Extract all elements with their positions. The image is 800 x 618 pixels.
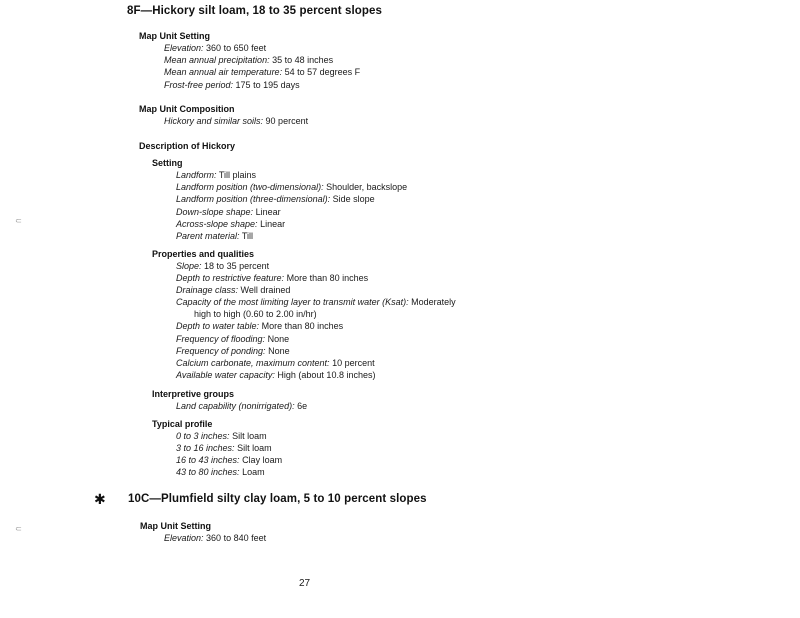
- profile-line: 0 to 3 inches: Silt loam: [176, 431, 267, 441]
- property-line: Capacity of the most limiting layer to transmit water (Ksat): Moderately: [176, 297, 456, 307]
- profile-line: 16 to 43 inches: Clay loam: [176, 455, 283, 465]
- property-line: Drainage class: Well drained: [176, 285, 291, 295]
- interpretive-line: Land capability (nonirrigated): 6e: [176, 401, 308, 411]
- profile-line: 43 to 80 inches: Loam: [176, 467, 265, 477]
- page-number: 27: [299, 578, 311, 589]
- asterisk-marker: ✱: [94, 492, 106, 508]
- property-line-continuation: high to high (0.60 to 2.00 in/hr): [194, 309, 317, 319]
- margin-scan-mark: ⸦: [14, 525, 24, 535]
- composition-line: Hickory and similar soils: 90 percent: [164, 116, 309, 126]
- margin-scan-mark: ⸦: [14, 217, 24, 227]
- map-unit-title: 8F—Hickory silt loam, 18 to 35 percent slopes: [127, 5, 383, 17]
- section-heading: Map Unit Setting: [140, 521, 211, 531]
- property-line: Depth to water table: More than 80 inches: [176, 321, 344, 331]
- setting-line: Mean annual precipitation: 35 to 48 inches: [164, 55, 334, 65]
- section-heading: Description of Hickory: [139, 141, 236, 151]
- map-unit-title: 10C—Plumfield silty clay loam, 5 to 10 percent slopes: [128, 493, 427, 505]
- setting-line: Mean annual air temperature: 54 to 57 degrees F: [164, 67, 361, 77]
- property-line: Available water capacity: High (about 10.8 inches): [176, 370, 376, 380]
- profile-line: 3 to 16 inches: Silt loam: [176, 443, 272, 453]
- subsection-heading: Interpretive groups: [152, 389, 235, 399]
- setting-line: Elevation: 360 to 840 feet: [164, 533, 267, 543]
- setting-line: Landform position (two-dimensional): Shoulder, backslope: [176, 182, 408, 192]
- property-line: Frequency of flooding: None: [176, 334, 290, 344]
- setting-line: Elevation: 360 to 650 feet: [164, 43, 267, 53]
- property-line: Calcium carbonate, maximum content: 10 percent: [176, 358, 375, 368]
- section-heading: Map Unit Composition: [139, 104, 235, 114]
- subsection-heading: Properties and qualities: [152, 249, 255, 259]
- setting-line: Frost-free period: 175 to 195 days: [164, 80, 300, 90]
- section-heading: Map Unit Setting: [139, 31, 210, 41]
- setting-line: Parent material: Till: [176, 231, 254, 241]
- subsection-heading: Typical profile: [152, 419, 213, 429]
- setting-line: Across-slope shape: Linear: [176, 219, 286, 229]
- subsection-heading: Setting: [152, 158, 183, 168]
- setting-line: Landform position (three-dimensional): Side slope: [176, 194, 375, 204]
- property-line: Slope: 18 to 35 percent: [176, 261, 270, 271]
- setting-line: Down-slope shape: Linear: [176, 207, 281, 217]
- property-line: Depth to restrictive feature: More than 80 inches: [176, 273, 369, 283]
- property-line: Frequency of ponding: None: [176, 346, 290, 356]
- setting-line: Landform: Till plains: [176, 170, 257, 180]
